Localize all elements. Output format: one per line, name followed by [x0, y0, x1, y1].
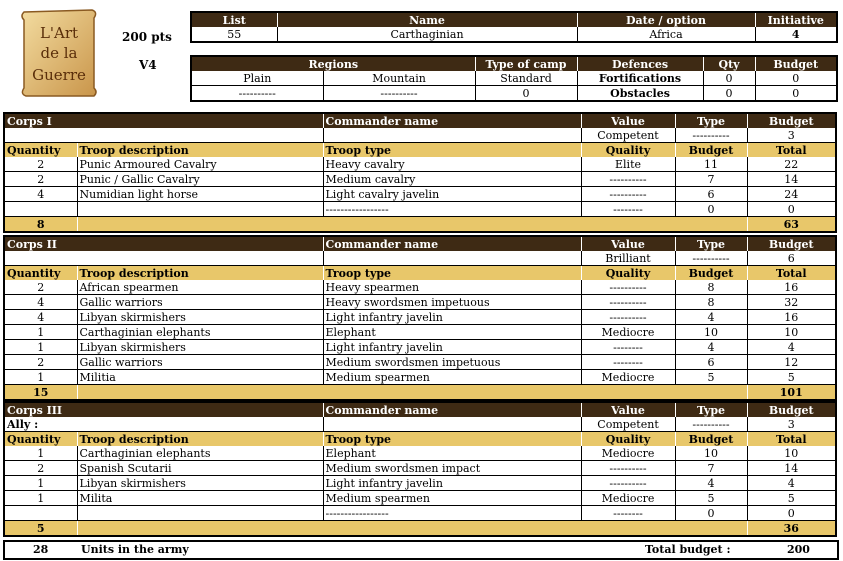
corps-1-table: [3, 112, 837, 233]
troop-description: Numidian light horse: [77, 187, 323, 202]
troop-type: Light cavalry javelin: [323, 187, 581, 202]
troop-type-header: Troop type: [323, 266, 581, 281]
units-label: Units in the army: [81, 543, 189, 556]
region-3: ----------: [191, 86, 323, 102]
corps-total-budget: 63: [747, 217, 836, 233]
troop-budget: 8: [675, 295, 747, 310]
commander-value-label: Value: [581, 402, 675, 417]
commander-value-label: Value: [581, 113, 675, 128]
list-table: [190, 11, 838, 43]
troop-budget: 10: [675, 325, 747, 340]
fortifications-qty: 0: [703, 71, 755, 86]
commander-type-label: Type: [675, 236, 747, 251]
troop-row: [4, 461, 836, 476]
ally-label: [4, 251, 323, 266]
troop-type: Medium swordsmen impact: [323, 461, 581, 476]
commander-name-label: Commander name: [323, 236, 581, 251]
commander-budget-label: Budget: [747, 113, 836, 128]
commander-value: Brilliant: [581, 251, 675, 266]
troop-quality: --------: [581, 355, 675, 370]
camp-value: 0: [475, 86, 577, 102]
commander-budget-label: Budget: [747, 402, 836, 417]
troop-budget: 5: [675, 370, 747, 385]
troop-budget: 0: [675, 202, 747, 217]
troop-budget: 6: [675, 187, 747, 202]
budget-header: Budget: [675, 266, 747, 281]
troop-row: [4, 446, 836, 461]
quantity-header: Quantity: [4, 266, 77, 281]
troop-budget: 4: [675, 476, 747, 491]
total-header: Total: [747, 143, 836, 158]
troop-quantity: 1: [4, 476, 77, 491]
rules-version: V4: [139, 58, 157, 72]
troop-total: 14: [747, 172, 836, 187]
troop-total: 0: [747, 506, 836, 521]
troop-quality: Mediocre: [581, 325, 675, 340]
commander-budget: 3: [747, 417, 836, 432]
troop-quantity: 2: [4, 157, 77, 172]
region-1: Plain: [191, 71, 323, 86]
troop-row: [4, 340, 836, 355]
troop-description: Milita: [77, 491, 323, 506]
troop-row: [4, 202, 836, 217]
commander-name-label: Commander name: [323, 113, 581, 128]
corps-total-budget: 36: [747, 521, 836, 537]
army-points: 200 pts: [122, 30, 172, 44]
troop-budget: 8: [675, 280, 747, 295]
troop-budget: 7: [675, 461, 747, 476]
troop-budget: 0: [675, 506, 747, 521]
troop-quantity: 2: [4, 280, 77, 295]
corps-total-spacer: [77, 217, 747, 233]
troop-quantity: 2: [4, 355, 77, 370]
quantity-header: Quantity: [4, 143, 77, 158]
svg-text:L'Art: L'Art: [39, 24, 79, 42]
troop-row: [4, 280, 836, 295]
qty-header: Qty: [703, 56, 755, 71]
commander-type-label: Type: [675, 113, 747, 128]
troop-quality: ----------: [581, 295, 675, 310]
troop-budget: 11: [675, 157, 747, 172]
troop-quality: ----------: [581, 310, 675, 325]
camp-type: Standard: [475, 71, 577, 86]
troop-description: Spanish Scutarii: [77, 461, 323, 476]
list-number: 55: [191, 27, 277, 42]
troop-row: [4, 355, 836, 370]
troop-type: Medium spearmen: [323, 370, 581, 385]
svg-text:Guerre: Guerre: [32, 66, 86, 84]
troop-total: 0: [747, 202, 836, 217]
budget-header: Budget: [675, 432, 747, 447]
corps-total-quantity: 15: [4, 385, 77, 401]
defences-header: Defences: [577, 56, 703, 71]
commander-value: Competent: [581, 128, 675, 143]
troop-total: 24: [747, 187, 836, 202]
troop-quality: Mediocre: [581, 491, 675, 506]
defence-budget-header: Budget: [755, 56, 837, 71]
camp-type-header: Type of camp: [475, 56, 577, 71]
commander-budget: 3: [747, 128, 836, 143]
total-budget-value: 200: [787, 543, 810, 556]
troop-total: 12: [747, 355, 836, 370]
troop-description-header: Troop description: [77, 143, 323, 158]
troop-row: [4, 310, 836, 325]
initiative-header: Initiative: [755, 12, 837, 27]
troop-type: Heavy spearmen: [323, 280, 581, 295]
name-header: Name: [277, 12, 577, 27]
troop-row: [4, 506, 836, 521]
troop-description: Carthaginian elephants: [77, 446, 323, 461]
regions-table: [190, 55, 838, 102]
total-header: Total: [747, 432, 836, 447]
quality-header: Quality: [581, 143, 675, 158]
troop-quality: ----------: [581, 280, 675, 295]
troop-description: Punic / Gallic Cavalry: [77, 172, 323, 187]
regions-header: Regions: [191, 56, 475, 71]
corps-total-budget: 101: [747, 385, 836, 401]
troop-total: 32: [747, 295, 836, 310]
troop-type: Elephant: [323, 325, 581, 340]
troop-type: Medium spearmen: [323, 491, 581, 506]
troop-description: [77, 202, 323, 217]
troop-type-header: Troop type: [323, 432, 581, 447]
corps-title: Corps III: [4, 402, 323, 417]
troop-description: Carthaginian elephants: [77, 325, 323, 340]
corps-3-table: [3, 401, 837, 537]
troop-description: [77, 506, 323, 521]
troop-quantity: 1: [4, 446, 77, 461]
commander-value-label: Value: [581, 236, 675, 251]
region-4: ----------: [323, 86, 475, 102]
troop-quality: Mediocre: [581, 446, 675, 461]
troop-description: Libyan skirmishers: [77, 476, 323, 491]
quality-header: Quality: [581, 432, 675, 447]
troop-total: 4: [747, 340, 836, 355]
troop-total: 16: [747, 310, 836, 325]
troop-description: African spearmen: [77, 280, 323, 295]
troop-quantity: 1: [4, 340, 77, 355]
troop-budget: 4: [675, 310, 747, 325]
total-budget-label: Total budget :: [645, 543, 731, 556]
troop-quality: ----------: [581, 461, 675, 476]
corps-2-table: [3, 235, 837, 401]
troop-quantity: 4: [4, 187, 77, 202]
commander-name-label: Commander name: [323, 402, 581, 417]
quantity-header: Quantity: [4, 432, 77, 447]
troop-budget: 4: [675, 340, 747, 355]
troop-description: Punic Armoured Cavalry: [77, 157, 323, 172]
units-count: 28: [33, 543, 49, 556]
troop-description: Gallic warriors: [77, 355, 323, 370]
date-option-header: Date / option: [577, 12, 755, 27]
total-header: Total: [747, 266, 836, 281]
budget-header: Budget: [675, 143, 747, 158]
troop-total: 4: [747, 476, 836, 491]
troop-description-header: Troop description: [77, 266, 323, 281]
initiative-value: 4: [755, 27, 837, 42]
troop-total: 14: [747, 461, 836, 476]
troop-description: Libyan skirmishers: [77, 310, 323, 325]
corps-total-spacer: [77, 521, 747, 537]
troop-budget: 7: [675, 172, 747, 187]
corps-total-quantity: 8: [4, 217, 77, 233]
troop-row: [4, 491, 836, 506]
commander-type: ----------: [675, 251, 747, 266]
troop-row: [4, 172, 836, 187]
commander-name: [323, 417, 581, 432]
obstacles-budget: 0: [755, 86, 837, 102]
troop-quantity: 1: [4, 370, 77, 385]
date-option: Africa: [577, 27, 755, 42]
commander-type: ----------: [675, 417, 747, 432]
commander-type-label: Type: [675, 402, 747, 417]
troop-description: Gallic warriors: [77, 295, 323, 310]
troop-row: [4, 370, 836, 385]
troop-row: [4, 476, 836, 491]
troop-description: Militia: [77, 370, 323, 385]
quality-header: Quality: [581, 266, 675, 281]
troop-type: Medium cavalry: [323, 172, 581, 187]
troop-total: 10: [747, 446, 836, 461]
troop-type: -----------------: [323, 506, 581, 521]
troop-total: 5: [747, 370, 836, 385]
obstacles-label: Obstacles: [577, 86, 703, 102]
troop-quantity: [4, 202, 77, 217]
troop-type: Heavy cavalry: [323, 157, 581, 172]
obstacles-qty: 0: [703, 86, 755, 102]
commander-budget: 6: [747, 251, 836, 266]
troop-row: [4, 325, 836, 340]
troop-quality: --------: [581, 202, 675, 217]
troop-quantity: 2: [4, 461, 77, 476]
troop-budget: 10: [675, 446, 747, 461]
troop-type: Medium swordsmen impetuous: [323, 355, 581, 370]
army-name: Carthaginian: [277, 27, 577, 42]
troop-quantity: [4, 506, 77, 521]
troop-quality: ----------: [581, 476, 675, 491]
troop-quality: Elite: [581, 157, 675, 172]
troop-row: [4, 295, 836, 310]
troop-quality: --------: [581, 506, 675, 521]
troop-quality: ----------: [581, 172, 675, 187]
troop-quality: --------: [581, 340, 675, 355]
ally-label: [4, 128, 323, 143]
troop-row: [4, 157, 836, 172]
troop-quality: Mediocre: [581, 370, 675, 385]
commander-name: [323, 251, 581, 266]
corps-total-quantity: 5: [4, 521, 77, 537]
troop-row: [4, 187, 836, 202]
troop-type: Light infantry javelin: [323, 310, 581, 325]
troop-type: Elephant: [323, 446, 581, 461]
troop-type: -----------------: [323, 202, 581, 217]
troop-total: 5: [747, 491, 836, 506]
fortifications-label: Fortifications: [577, 71, 703, 86]
troop-quantity: 2: [4, 172, 77, 187]
commander-name: [323, 128, 581, 143]
troop-type: Light infantry javelin: [323, 476, 581, 491]
troop-quantity: 1: [4, 491, 77, 506]
troop-budget: 6: [675, 355, 747, 370]
ally-label: Ally :: [4, 417, 323, 432]
troop-type-header: Troop type: [323, 143, 581, 158]
corps-total-spacer: [77, 385, 747, 401]
troop-quantity: 4: [4, 310, 77, 325]
commander-value: Competent: [581, 417, 675, 432]
corps-title: Corps I: [4, 113, 323, 128]
troop-type: Light infantry javelin: [323, 340, 581, 355]
troop-description: Libyan skirmishers: [77, 340, 323, 355]
troop-quality: ----------: [581, 187, 675, 202]
troop-total: 10: [747, 325, 836, 340]
commander-type: ----------: [675, 128, 747, 143]
corps-title: Corps II: [4, 236, 323, 251]
lart-de-la-guerre-logo: [18, 8, 100, 98]
fortifications-budget: 0: [755, 71, 837, 86]
troop-description-header: Troop description: [77, 432, 323, 447]
troop-quantity: 1: [4, 325, 77, 340]
list-header: List: [191, 12, 277, 27]
svg-text:de la: de la: [40, 44, 78, 62]
troop-quantity: 4: [4, 295, 77, 310]
army-summary: [3, 540, 839, 560]
commander-budget-label: Budget: [747, 236, 836, 251]
troop-type: Heavy swordsmen impetuous: [323, 295, 581, 310]
troop-total: 16: [747, 280, 836, 295]
troop-budget: 5: [675, 491, 747, 506]
troop-total: 22: [747, 157, 836, 172]
region-2: Mountain: [323, 71, 475, 86]
